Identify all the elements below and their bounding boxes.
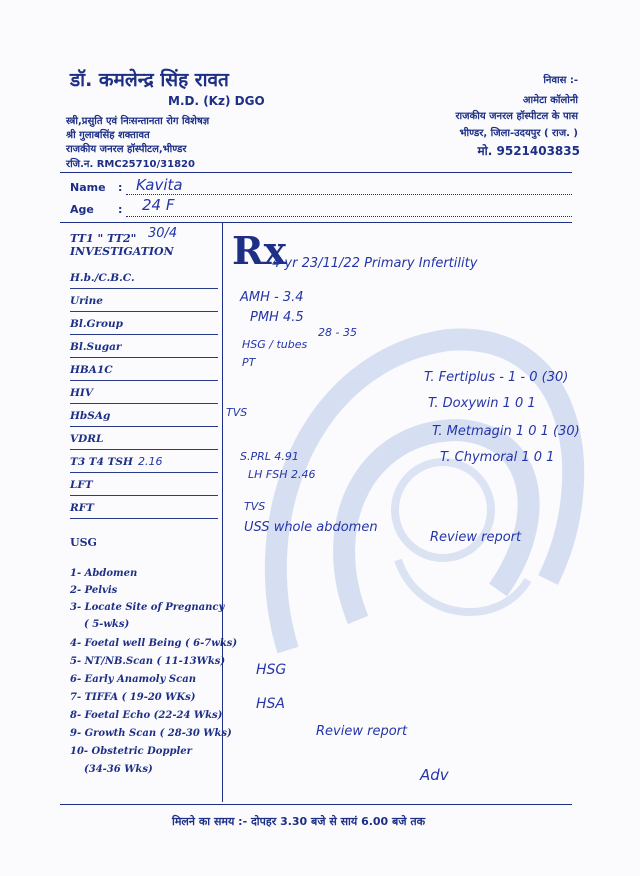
usg-item: (34-36 Wks) bbox=[84, 764, 153, 775]
tsh-value-handwritten: 2.16 bbox=[138, 455, 163, 468]
residence-line2: राजकीय जनरल हॉस्पीटल के पास bbox=[455, 111, 578, 122]
investigation-item: LFT bbox=[70, 479, 218, 496]
doctor-designation: श्री गुलाबसिंह शक्तावत bbox=[66, 130, 150, 141]
usg-item: 8- Foetal Echo (22-24 Wks) bbox=[70, 710, 223, 721]
usg-item: 9- Growth Scan ( 28-30 Wks) bbox=[70, 728, 232, 739]
doctor-specialty: स्त्री,प्रसुति एवं निःसन्तानता रोग विशेषज्ञ bbox=[66, 116, 210, 127]
patient-divider bbox=[60, 222, 572, 223]
residence-line1: आमेटा कॉलोनी bbox=[522, 95, 578, 106]
usg-header: USG bbox=[70, 536, 97, 549]
pmh-cycle-handwritten: 28 - 35 bbox=[318, 326, 357, 339]
review-report-handwritten: Review report bbox=[430, 530, 522, 545]
uss-handwritten: USS whole abdomen bbox=[244, 520, 378, 535]
tt-label: TT1 " TT2" bbox=[70, 232, 137, 245]
patient-name-handwritten: Kavita bbox=[136, 176, 183, 194]
investigation-item: HIV bbox=[70, 387, 218, 404]
review-report-2-handwritten: Review report bbox=[316, 724, 408, 739]
hsg-tubes-handwritten: HSG / tubes bbox=[242, 338, 308, 351]
visit-note-handwritten: 4 yr 23/11/22 Primary Infertility bbox=[272, 256, 478, 271]
usg-item: 7- TIFFA ( 19-20 WKs) bbox=[70, 692, 196, 703]
investigation-item: HbSAg bbox=[70, 410, 218, 427]
investigation-item: Bl.Group bbox=[70, 318, 218, 335]
sprl-handwritten: S.PRL 4.91 bbox=[240, 450, 299, 463]
investigation-item: Bl.Sugar bbox=[70, 341, 218, 358]
header-divider bbox=[60, 172, 572, 173]
usg-item: ( 5-wks) bbox=[84, 619, 130, 630]
visiting-hours: मिलने का समय :- दोपहर 3.30 बजे से सायं 6.00 बजे तक bbox=[172, 815, 426, 828]
rx-tablet-3: T. Metmagin 1 0 1 (30) bbox=[432, 424, 580, 439]
rx-tablet-1: T. Fertiplus - 1 - 0 (30) bbox=[424, 370, 569, 385]
age-label: Age bbox=[70, 203, 94, 216]
patient-age-handwritten: 24 F bbox=[142, 196, 175, 214]
investigation-item: HBA1C bbox=[70, 364, 218, 381]
usg-item: 2- Pelvis bbox=[70, 585, 118, 596]
signature: Adv bbox=[420, 766, 449, 784]
investigation-item: VDRL bbox=[70, 433, 218, 450]
usg-item: 10- Obstetric Doppler bbox=[70, 746, 192, 757]
hsa-handwritten: HSA bbox=[256, 696, 285, 712]
doctor-name: डॉ. कमलेन्द्र सिंह रावत bbox=[70, 69, 229, 91]
usg-item: 4- Foetal well Being ( 6-7wks) bbox=[70, 638, 238, 649]
registration-number: रजि.न. RMC25710/31820 bbox=[66, 159, 195, 170]
usg-item: 5- NT/NB.Scan ( 11-13Wks) bbox=[70, 656, 226, 667]
residence-line3: भीण्डर, जिला-उदयपुर ( राज. ) bbox=[459, 128, 578, 139]
age-separator: : bbox=[118, 203, 123, 216]
investigation-title: INVESTIGATION bbox=[70, 245, 174, 258]
rx-tablet-4: T. Chymoral 1 0 1 bbox=[440, 450, 555, 465]
footer-divider bbox=[60, 804, 572, 805]
investigation-item: Urine bbox=[70, 295, 218, 312]
usg-item: 1- Abdomen bbox=[70, 568, 138, 579]
amh-handwritten: AMH - 3.4 bbox=[240, 290, 304, 305]
investigation-item: RFT bbox=[70, 502, 218, 519]
doctor-hospital: राजकीय जनरल हॉस्पीटल,भीण्डर bbox=[66, 144, 187, 155]
mobile-number: मो. 9521403835 bbox=[477, 144, 580, 158]
tt-handwritten: 30/4 bbox=[148, 226, 178, 241]
age-line bbox=[126, 216, 572, 217]
tvs-note-handwritten: TVS bbox=[226, 406, 248, 419]
tvs-handwritten: TVS bbox=[244, 500, 266, 513]
name-label: Name bbox=[70, 181, 106, 194]
pmh-handwritten: PMH 4.5 bbox=[250, 310, 304, 325]
pt-handwritten: PT bbox=[242, 356, 256, 369]
residence-label: निवास :- bbox=[543, 75, 578, 86]
lh-fsh-handwritten: LH FSH 2.46 bbox=[248, 468, 316, 481]
hsg-handwritten: HSG bbox=[256, 662, 287, 678]
name-line bbox=[126, 194, 572, 195]
name-separator: : bbox=[118, 181, 123, 194]
rx-tablet-2: T. Doxywin 1 0 1 bbox=[428, 396, 536, 411]
usg-item: 3- Locate Site of Pregnancy bbox=[70, 602, 225, 613]
usg-item: 6- Early Anamoly Scan bbox=[70, 674, 196, 685]
investigation-item: H.b./C.B.C. bbox=[70, 272, 218, 289]
rx-symbol: Rx bbox=[232, 228, 287, 273]
investigation-item: T3 T4 TSH bbox=[70, 456, 218, 473]
doctor-degree: M.D. (Kz) DGO bbox=[168, 94, 265, 108]
